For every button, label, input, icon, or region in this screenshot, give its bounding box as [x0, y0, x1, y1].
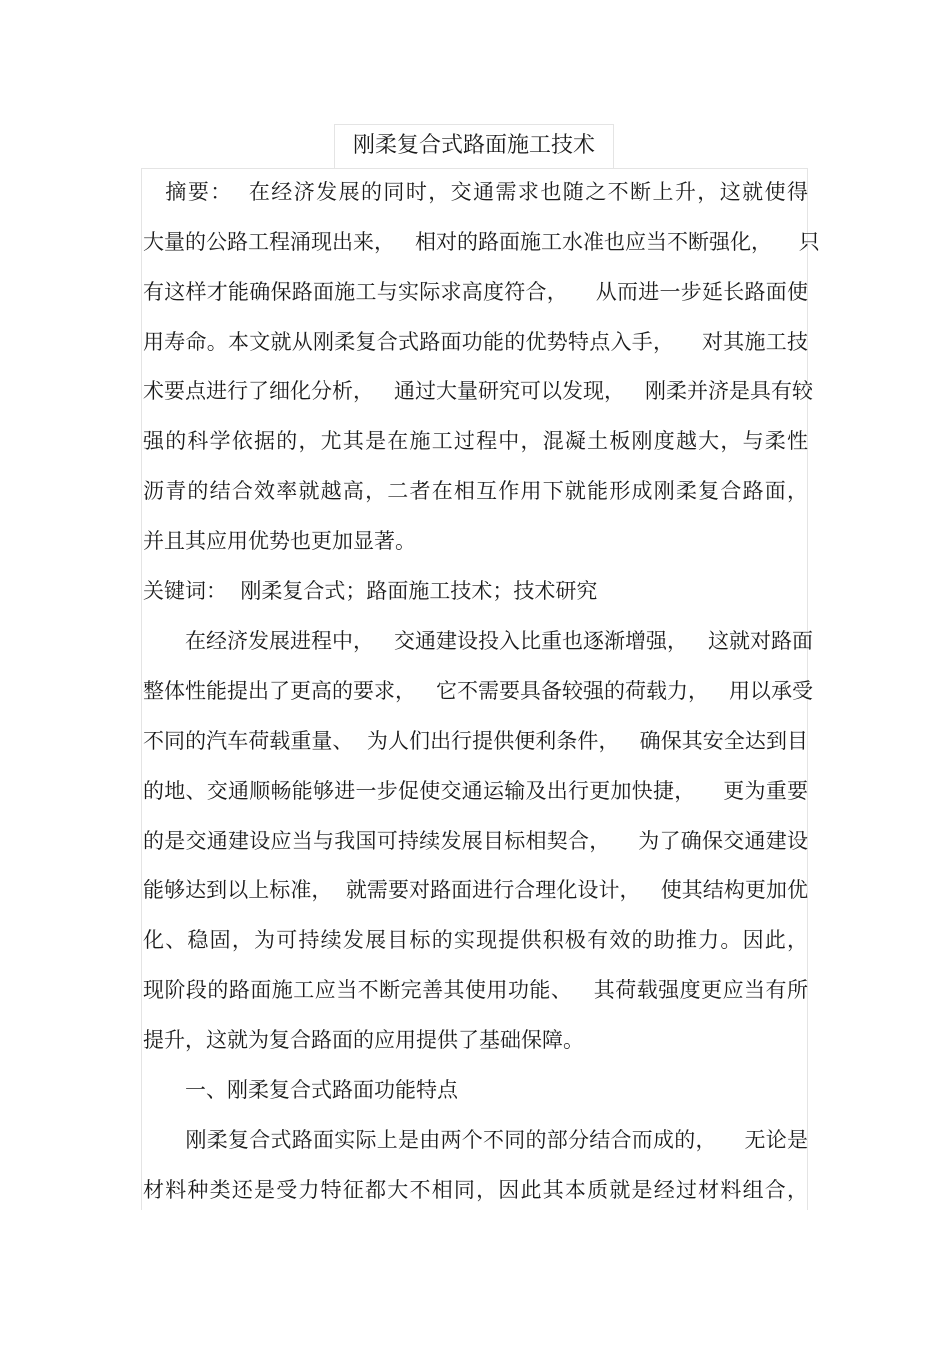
text-line: 术要点进行了细化分析， 通过大量研究可以发现， 刚柔并济是具有较 [143, 379, 814, 403]
text-line: 刚柔复合式路面实际上是由两个不同的部分结合而成的， 无论是 [143, 1128, 808, 1152]
text-line: 的地、交通顺畅能够进一步促使交通运输及出行更加快捷， 更为重要 [143, 779, 808, 803]
text-line: 摘要： 在经济发展的同时，交通需求也随之不断上升，这就使得 [143, 180, 808, 204]
text-line: 大量的公路工程涌现出来， 相对的路面施工水准也应当不断强化， 只 [143, 230, 820, 254]
text-line: 用寿命。本文就从刚柔复合式路面功能的优势特点入手， 对其施工技 [143, 330, 808, 354]
section-heading: 一、刚柔复合式路面功能特点 [143, 1078, 458, 1102]
text-line: 能够达到以上标准， 就需要对路面进行合理化设计， 使其结构更加优 [143, 878, 808, 902]
text-line: 现阶段的路面施工应当不断完善其使用功能、 其荷载强度更应当有所 [143, 978, 808, 1002]
text-line: 并且其应用优势也更加显著。 [143, 529, 416, 553]
text-line: 有这样才能确保路面施工与实际求高度符合， 从而进一步延长路面使 [143, 280, 808, 304]
text-line: 在经济发展进程中， 交通建设投入比重也逐渐增强， 这就对路面 [143, 629, 814, 653]
text-line: 整体性能提出了更高的要求， 它不需要具备较强的荷载力， 用以承受 [143, 679, 814, 703]
text-line: 材料种类还是受力特征都大不相同，因此其本质就是经过材料组合， [143, 1178, 808, 1202]
text-line: 化、稳固，为可持续发展目标的实现提供积极有效的助推力。因此， [143, 928, 808, 952]
text-line: 的是交通建设应当与我国可持续发展目标相契合， 为了确保交通建设 [143, 829, 808, 853]
text-line: 不同的汽车荷载重量、 为人们出行提供便利条件， 确保其安全达到目 [143, 729, 808, 753]
text-line: 强的科学依据的，尤其是在施工过程中，混凝土板刚度越大，与柔性 [143, 429, 808, 453]
text-line: 提升，这就为复合路面的应用提供了基础保障。 [143, 1028, 584, 1052]
text-line: 沥青的结合效率就越高，二者在相互作用下就能形成刚柔复合路面， [143, 479, 808, 503]
document-title: 刚柔复合式路面施工技术 [352, 133, 595, 158]
keywords-line: 关键词： 刚柔复合式；路面施工技术；技术研究 [143, 579, 598, 603]
